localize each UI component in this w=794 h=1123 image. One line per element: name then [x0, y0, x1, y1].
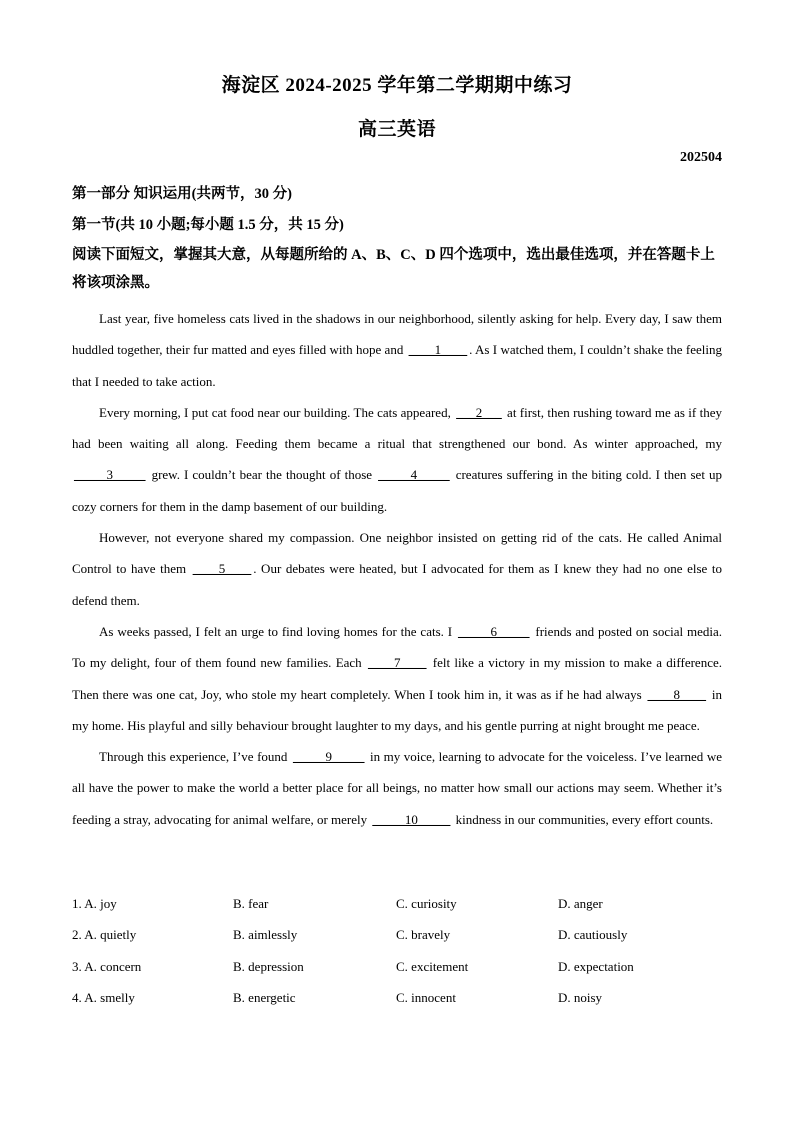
blank-2: ___2___	[456, 404, 502, 420]
option-2a: 2. A. quietly	[72, 927, 137, 943]
option-3d: D. expectation	[558, 958, 634, 974]
passage-paragraph-2: Every morning, I put cat food near our building. The cats appeared, ___2___ at first, then rushing toward me as if they had been waiting all along. Feeding them became a ritual that strengthened our bond. As winter approached, my _____3_____ grew. I couldn’t bear the thought of those _____4_____ creatures suffering in the biting cold. I then set up cozy corners for them in the damp basement of our building.	[72, 404, 722, 514]
question-3-options	[72, 959, 722, 990]
option-1a: 1. A. joy	[72, 896, 117, 911]
passage-paragraph-1: Last year, five homeless cats lived in the shadows in our neighborhood, silently asking for help. Every day, I saw them huddled together, their fur matted and eyes filled with hope and ____1____ . As I watched them, I couldn’t shake the feeling that I needed to take action.	[72, 311, 722, 389]
option-3b: B. depression	[233, 958, 304, 974]
blank-6: _____6_____	[458, 623, 530, 639]
option-4c: C. innocent	[396, 989, 456, 1005]
reading-passage	[72, 303, 722, 835]
answer-options	[72, 896, 722, 1021]
blank-1: ____1____	[408, 342, 468, 358]
option-1c: C. curiosity	[396, 896, 457, 911]
subsection-heading: 第一节(共 10 小题;每小题 1.5 分，共 15 分)	[72, 217, 344, 233]
option-4b: B. energetic	[233, 989, 296, 1005]
option-3c: C. excitement	[396, 958, 469, 974]
exam-code: 202504	[680, 150, 722, 165]
option-1b: B. fear	[233, 896, 269, 911]
option-1d: D. anger	[558, 896, 603, 911]
instruction-text: 阅读下面短文，掌握其大意，从每题所给的 A、B、C、D 四个选项中，选出最佳选项，并在答题卡上将该项涂黑。	[72, 247, 715, 291]
blank-8: ____8____	[647, 686, 707, 702]
passage-paragraph-5: Through this experience, I’ve found _____9_____ in my voice, learning to advocate for the voiceless. I’ve learned we all have the power to make the world a better place for all beings, no matter how small our actions may seem. Whether it’s feeding a stray, advocating for animal welfare, or merely _____10_____ kindness in our communities, every effort counts.	[72, 749, 722, 827]
blank-4: _____4_____	[378, 467, 450, 483]
question-4-options	[72, 990, 722, 1021]
blank-3: _____3_____	[74, 467, 146, 483]
blank-7: ____7____	[367, 655, 427, 671]
option-2b: B. aimlessly	[233, 927, 298, 943]
option-4d: D. noisy	[558, 989, 603, 1005]
blank-5: ____5____	[192, 561, 252, 577]
passage-paragraph-3: However, not everyone shared my compassion. One neighbor insisted on getting rid of the cats. He called Animal Control to have them ____5____ . Our debates were heated, but I advocated for them as I knew they had no one else to defend them.	[72, 530, 722, 608]
question-1-options	[72, 896, 722, 927]
option-2c: C. bravely	[396, 927, 451, 943]
option-2d: D. cautiously	[558, 927, 628, 943]
option-4a: 4. A. smelly	[72, 989, 135, 1005]
exam-title: 海淀区 2024-2025 学年第二学期期中练习	[221, 75, 573, 96]
question-2-options	[72, 927, 722, 958]
blank-9: _____9_____	[292, 749, 365, 765]
blank-10: _____10_____	[372, 811, 451, 827]
passage-paragraph-4: As weeks passed, I felt an urge to find loving homes for the cats. I _____6_____ friends and posted on social media. To my delight, four of them found new families. Each ____7____ felt like a victory in my mission to make a difference. Then there was one cat, Joy, who stole my heart completely. When I took him in, it was as if he had always ____8____ in my home. His playful and silly behaviour brought laughter to my days, and his gentle purring at night brought me peace.	[72, 623, 722, 733]
exam-subtitle: 高三英语	[357, 119, 436, 140]
part-heading: 第一部分 知识运用(共两节，30 分)	[72, 186, 292, 202]
option-3a: 3. A. concern	[72, 958, 142, 974]
